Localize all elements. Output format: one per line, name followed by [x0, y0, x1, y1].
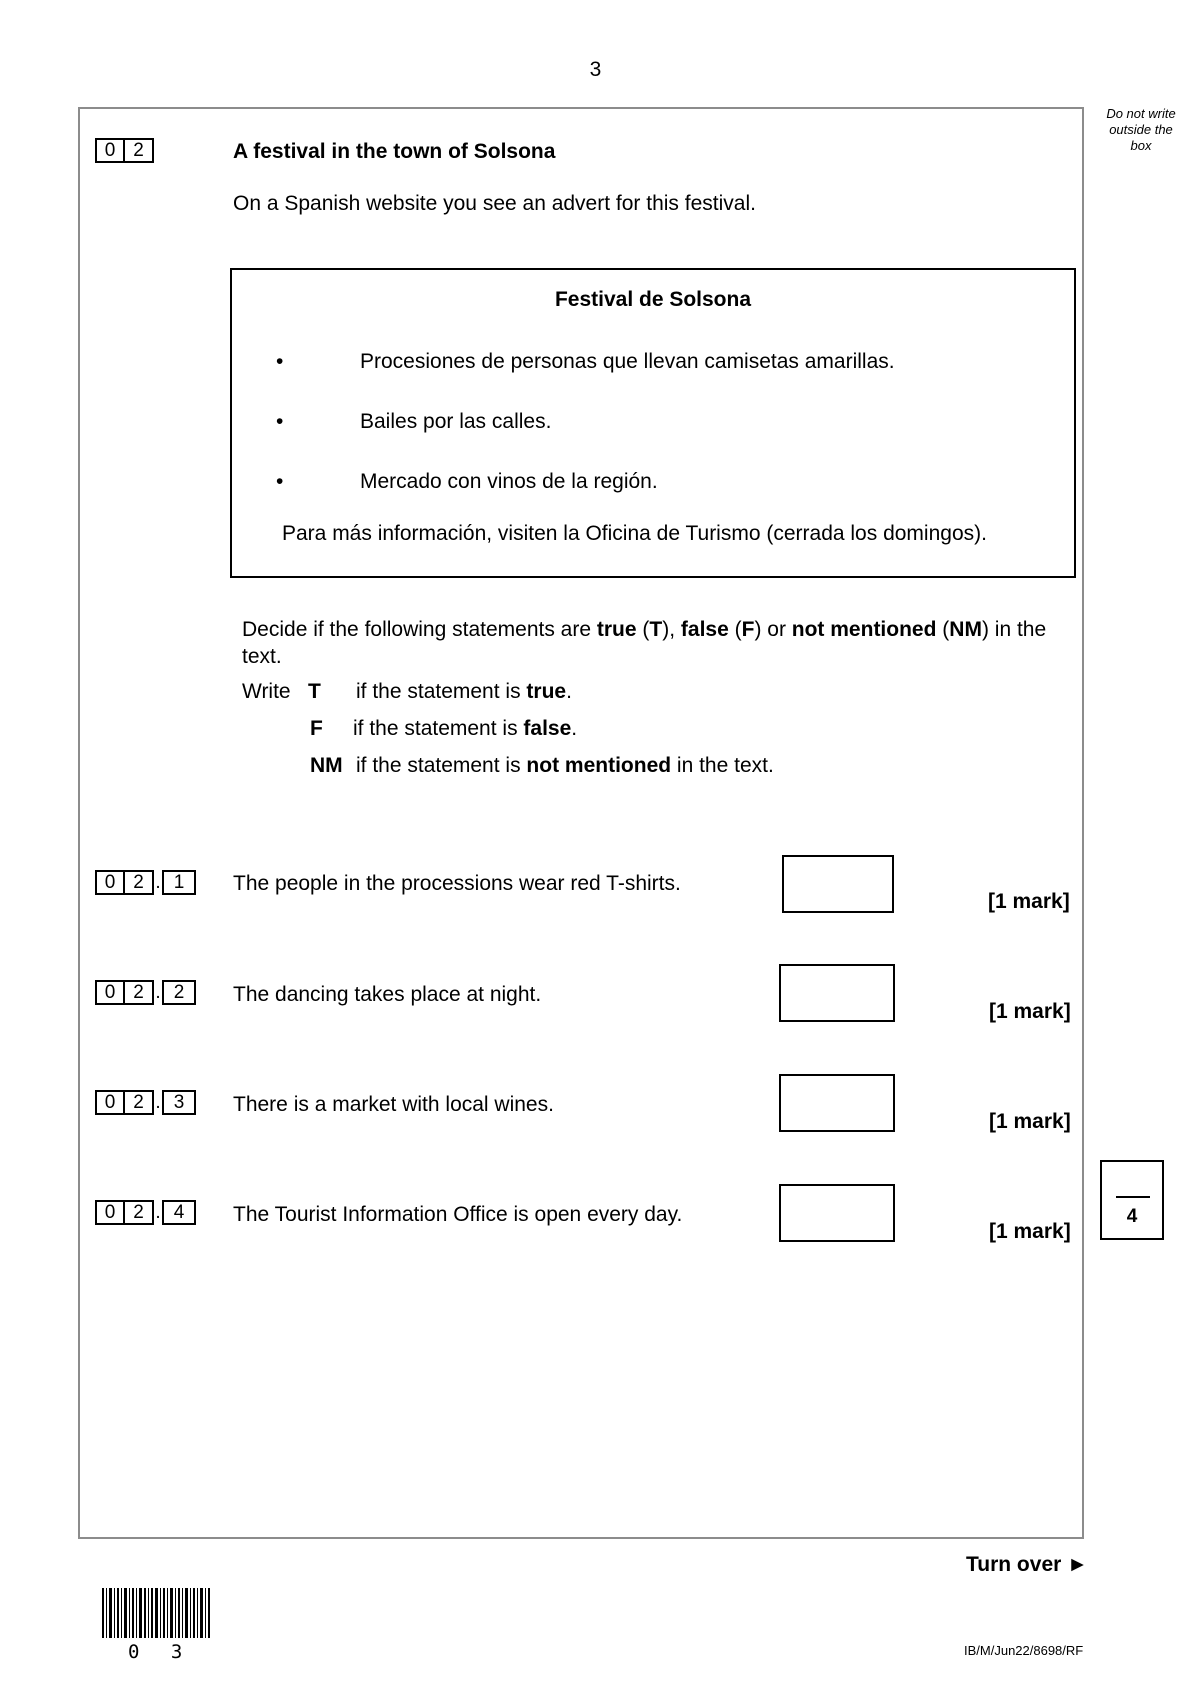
question-digit: 0 [95, 870, 125, 895]
festival-advert [230, 268, 1076, 578]
answer-box[interactable] [779, 1184, 895, 1242]
instr-t-letter: T [308, 680, 321, 703]
question-digit: 2 [125, 138, 154, 163]
instr-text: if the statement is [356, 680, 527, 703]
statement-text: The people in the processions wear red T-shirts. [233, 872, 681, 895]
total-out-of: 4 [1126, 1206, 1138, 1227]
instr-write: Write [242, 680, 291, 703]
question-digit: 0 [95, 1090, 125, 1115]
total-marks-box[interactable] [1100, 1160, 1164, 1240]
instr-text: in the text. [242, 618, 1047, 668]
question-title: A festival in the town of Solsona [233, 140, 556, 163]
advert-footer: Para más información, visiten la Oficina de Turismo (cerrada los domingos). [282, 522, 987, 545]
instr-text: if the statement is [356, 754, 527, 777]
question-digit: 2 [125, 980, 154, 1005]
document-code: IB/M/Jun22/8698/RF [964, 1643, 1084, 1658]
instr-bold: not mentioned [526, 754, 672, 777]
instr-code: NM [949, 618, 982, 641]
subquestion-number [95, 980, 196, 1005]
instr-text: ) [754, 618, 762, 641]
statement-text: The Tourist Information Office is open every day. [233, 1203, 683, 1226]
question-number [95, 138, 154, 163]
mark-label: [1 mark] [989, 1000, 1071, 1023]
instr-nm-line [356, 754, 774, 778]
instructions [242, 616, 1072, 670]
instr-text: or [761, 618, 792, 641]
instr-false: false [680, 618, 729, 641]
instr-nm: not mentioned [791, 618, 937, 641]
page-number: 3 [589, 58, 602, 81]
instr-text: . [571, 717, 578, 740]
question-digit: 2 [125, 1200, 154, 1225]
advert-bullet-text: Mercado con vinos de la región. [360, 470, 658, 493]
turn-over: Turn over ► [966, 1553, 1088, 1576]
instr-text: Decide if the following statements are [242, 618, 597, 641]
answer-box[interactable] [779, 964, 895, 1022]
subquestion-number [95, 870, 196, 895]
bullet-icon: • [276, 350, 284, 373]
instr-text: . [566, 680, 572, 703]
instr-f-line [353, 717, 577, 741]
instr-text: ( [942, 618, 950, 641]
instr-text: ) [981, 618, 989, 641]
question-digit: 2 [125, 870, 154, 895]
subquestion-number [95, 1200, 196, 1225]
subquestion-number [95, 1090, 196, 1115]
mark-label: [1 mark] [989, 1110, 1071, 1133]
instr-bold: true [526, 680, 567, 703]
number-separator: . [155, 872, 161, 893]
advert-bullet-text: Bailes por las calles. [360, 410, 552, 433]
question-intro: On a Spanish website you see an advert for this festival. [233, 192, 756, 215]
statement-text: The dancing takes place at night. [233, 983, 542, 1006]
question-digit: 0 [95, 980, 125, 1005]
question-digit: 0 [95, 1200, 125, 1225]
instr-text: if the statement is [353, 717, 524, 740]
total-divider [1116, 1196, 1150, 1198]
instr-code: T [649, 618, 663, 641]
answer-box[interactable] [782, 855, 894, 913]
bullet-icon: • [276, 410, 284, 433]
instr-text: , [669, 618, 681, 641]
question-digit: 2 [125, 1090, 154, 1115]
statement-text: There is a market with local wines. [233, 1093, 554, 1116]
question-digit: 0 [95, 138, 125, 163]
answer-box[interactable] [779, 1074, 895, 1132]
barcode-image [102, 1588, 210, 1638]
instr-true: true [596, 618, 637, 641]
margin-note: Do not write outside the box [1106, 106, 1176, 153]
advert-title: Festival de Solsona [554, 288, 752, 311]
instr-text: in the text. [671, 754, 774, 777]
number-separator: . [155, 982, 161, 1003]
instr-text: ( [642, 618, 650, 641]
instr-nm-letter: NM [310, 754, 343, 777]
number-separator: . [155, 1092, 161, 1113]
instr-text: ) [662, 618, 670, 641]
number-separator: . [155, 1202, 161, 1223]
subquestion-digit: 2 [162, 980, 196, 1005]
mark-label: [1 mark] [988, 890, 1070, 913]
advert-bullet-text: Procesiones de personas que llevan camisetas amarillas. [360, 350, 895, 373]
instr-f-letter: F [310, 717, 323, 740]
instr-bold: false [523, 717, 572, 740]
instr-code: F [741, 618, 755, 641]
mark-label: [1 mark] [989, 1220, 1071, 1243]
instr-t-line [356, 680, 572, 704]
instr-text: ( [734, 618, 742, 641]
subquestion-digit: 3 [162, 1090, 196, 1115]
subquestion-digit: 4 [162, 1200, 196, 1225]
subquestion-digit: 1 [162, 870, 196, 895]
bullet-icon: • [276, 470, 284, 493]
barcode-number: 0 3 [128, 1641, 193, 1663]
